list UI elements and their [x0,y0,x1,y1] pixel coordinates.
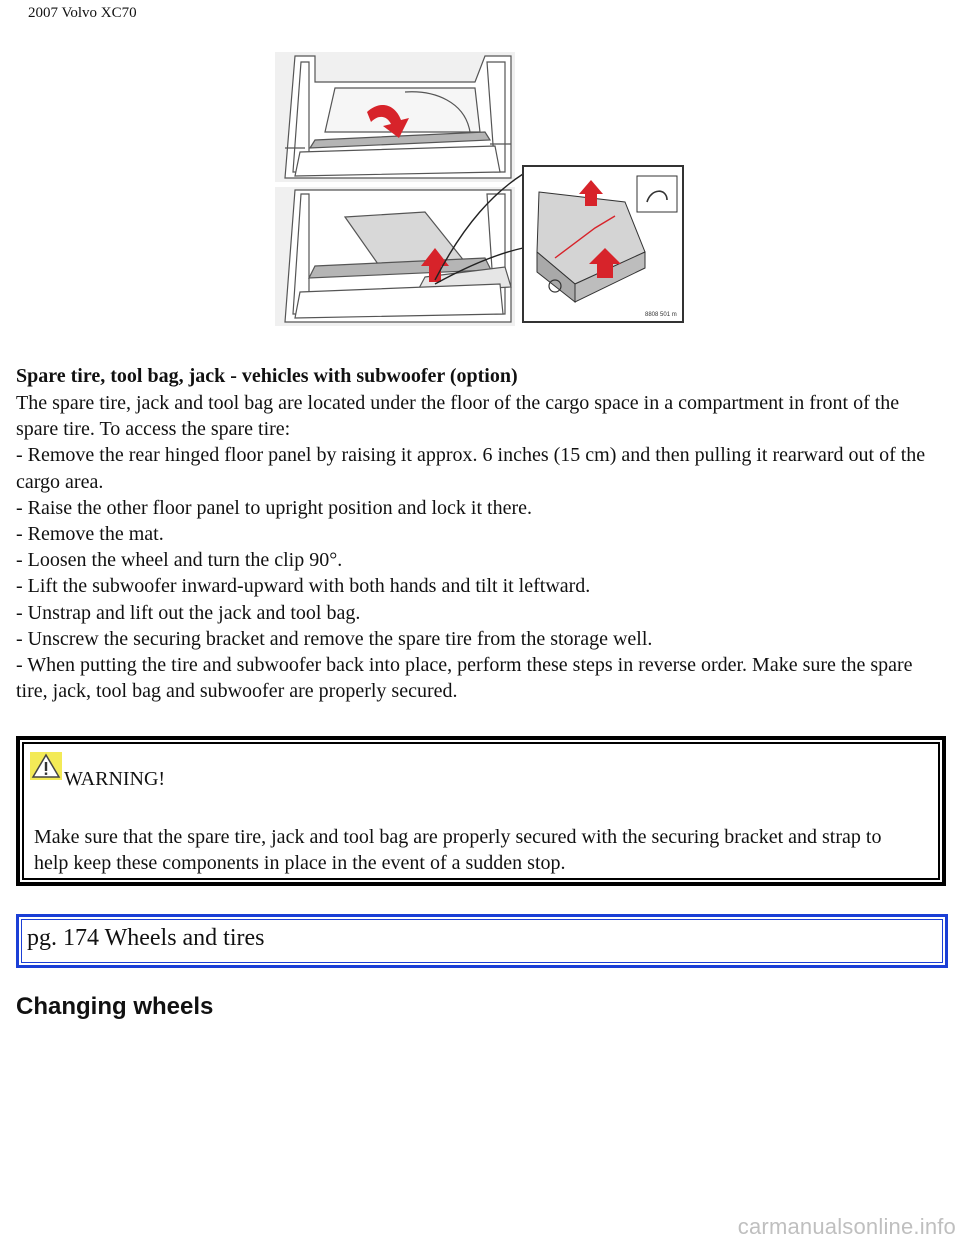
step-item: - Raise the other floor panel to upright position and lock it there. [16,496,532,519]
step-item: - Unscrew the securing bracket and remove the spare tire from the storage well. [16,627,653,650]
step-item: - Lift the subwoofer inward-upward with both hands and tilt it leftward. [16,575,591,598]
figure-code: 8808 501 m [645,312,677,318]
step-item: - Unstrap and lift out the jack and tool bag. [16,601,361,624]
spare-tire-illustration [275,52,687,326]
page-label: pg. 174 Wheels and tires [27,925,265,951]
step-item: - Remove the mat. [16,523,164,546]
step-item: - Remove the rear hinged floor panel by raising it approx. 6 inches (15 cm) and then pulling it rearward out of the cargo area. [16,444,926,493]
cargo-bottom-view [275,187,515,326]
intro-paragraph: The spare tire, jack and tool bag are located under the floor of the cargo space in a compartment in front of the spare tire. To access the spare tire: [16,392,900,441]
warning-text: Make sure that the spare tire, jack and tool bag are properly secured with the securing bracket and strap to help keep these components in place in the event of a sudden stop. [34,826,882,875]
warning-triangle-icon [30,752,62,780]
warning-box [16,736,946,886]
page-reference-box [16,914,948,968]
site-watermark: carmanualsonline.info [737,1214,956,1239]
warning-title: WARNING! [64,768,166,790]
step-item: - When putting the tire and subwoofer back into place, perform these steps in reverse order. Make sure the spare tire, jack, tool bag and subwoofer are properly secured. [16,654,913,703]
next-section-heading: Changing wheels [16,993,214,1020]
subwoofer-detail-inset [523,166,683,322]
instructions-body [16,390,941,704]
document-header: 2007 Volvo XC70 [28,5,137,21]
section-title: Spare tire, tool bag, jack - vehicles with subwoofer (option) [16,365,518,387]
step-item: - Loosen the wheel and turn the clip 90°. [16,549,343,572]
